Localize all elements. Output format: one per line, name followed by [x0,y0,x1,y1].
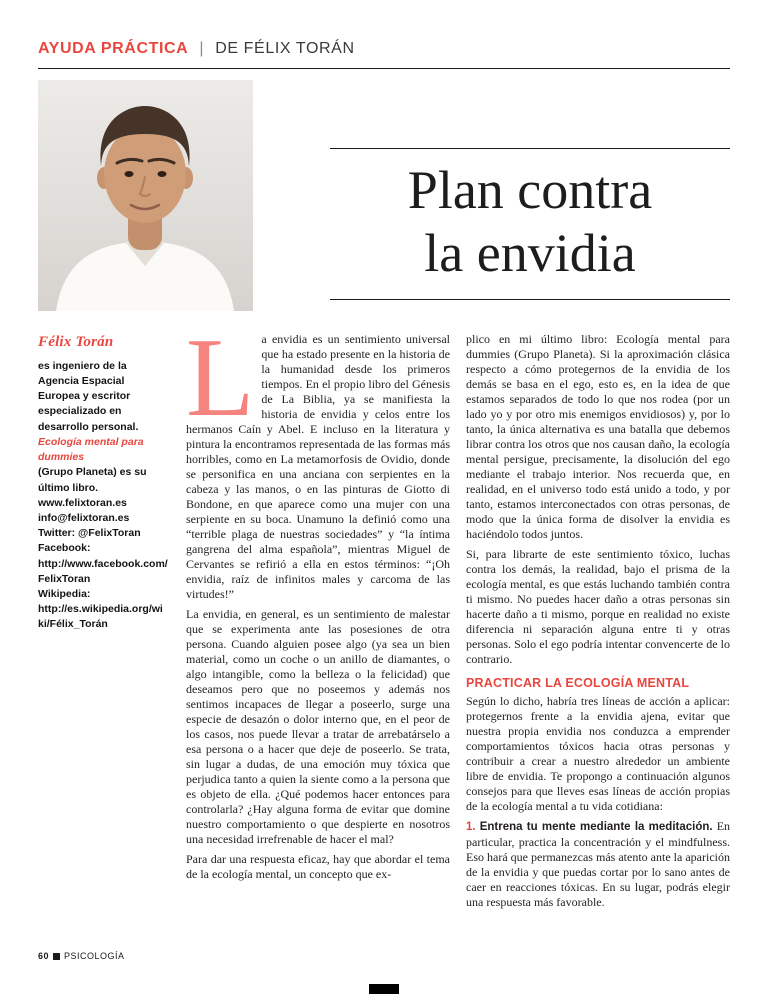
paragraph: Según lo dicho, habría tres líneas de acción a aplicar: protegernos frente a la envidia ajena, evitar que nuestra propia envidia nos conduzca a emprender comportamientos tóxicos hacia otras personas y contribuir a crear a nuestro alrededor un ambiente libre de envidia. Te propongo a continuación algunos consejos para que lleves esas líneas de acción propias de la ecología mental a tu vida cotidiana: [466,694,730,813]
author-email: info@felixtoran.es [38,511,130,524]
article-title [330,149,730,299]
print-registration-mark [369,984,399,994]
article-title-line1: Plan contra [407,160,653,220]
article-column-1 [186,316,450,915]
paragraph: La envidia, en general, es un sentimiento de malestar que se experimenta ante las posesiones de otra persona. Cuando alguien posee algo (ya sea un bien material, como un coche o un anillo de diamantes, o algo intangible, como la belleza o la felicidad) que deseamos pero que no poseemos y además nos sentimos incapaces de llegar a poseerlo, surge una especie de desazón o dolor interno que, en el peor de los casos, nos puede llevar a tratar de arrebatárselo a esa persona o a hacer que deje de poseerlo. Se trata, sin lugar a dudas, de una emoción muy tóxica que perjudica tanto a quien la siente como a la persona que es objeto de ella. ¿Qué podemos hacer entonces para controlarla? ¿Hay alguna forma de evitar que domine nuestro comportamiento o que despierte en nosotros una necesidad irrefrenable de hacer el mal? [186,607,450,846]
section-kicker [38,40,355,58]
tip-item [466,819,730,910]
tip-number: 1. [466,821,476,833]
author-sidebar [38,332,168,633]
title-block [330,148,730,300]
paragraph: Para dar una respuesta eficaz, hay que abordar el tema de la ecología mental, un concepto que ex- [186,852,450,881]
paragraph-text: a envidia es un sentimiento universal que ha estado presente en la historia de la humanidad desde los primeros tiempos. En el propio libro del Génesis de La Biblia, ya se manifiesta la historia de envidia y celos entre los hermanos Caín y Abel. E incluso en la literatura y pintura la encontramos representada de las formas más horribles, como en La metamorfosis de Ovidio, donde se personifica en una anciana con serpientes en la cabeza y las manos, o en las pinturas de Giotto di Bondone, en que aparece como una mujer con una serpiente en su boca. Unamuno la definió como una “terrible plaga de nuestras sociedades” y “la íntima gangrena del alma española”, mientras Miguel de Cervantes se refirió a ella en estos términos: “¡Oh envidia, raíz de infinitos males y carcoma de las virtudes!” [186,332,450,601]
paragraph: Si, para librarte de este sentimiento tóxico, luchas contra los demás, la realidad, bajo el prisma de la ecología mental, es que estás luchando también contra ti mismo. No puedes hacer daño a otras personas sin hacerte daño a ti mismo, porque en realidad no existe diferencia ni separación alguna entre ti y otras personas. Solo el ego podría intentar convencerte de lo contrario. [466,547,730,666]
article-column-2 [466,332,730,915]
article-body [186,316,731,915]
author-facebook: Facebook: http://www.facebook.com/FelixToran [38,542,168,585]
kicker-separator: | [199,40,205,57]
article-title-line2: la envidia [424,223,636,284]
page-number: 60 [38,951,50,961]
book-title: Ecología mental para dummies [38,435,144,464]
byline: DE FÉLIX TORÁN [215,40,355,57]
tip-text: En particular, practica la concentración y el mindfulness. Eso hará que permanezcas más atento ante la aparición de la envidia y que puedas cortar por lo sano antes de caer en reacciones tóxicas. En su lugar, podrás elegir una respuesta más favorable. [466,819,731,909]
author-name: Félix Torán [38,334,114,350]
tip-lead: Entrena tu mente mediante la meditación. [479,821,713,833]
title-rule-bottom [330,299,730,300]
book-info: (Grupo Planeta) es su último libro. [38,466,147,494]
paragraph [186,316,450,602]
magazine-name: PSICOLOGÍA [64,951,125,961]
page-footer [38,951,125,961]
author-website: www.felixtoran.es [38,496,127,509]
dropcap-letter: L [186,316,255,440]
author-bio: es ingeniero de la Agencia Espacial Europea y escritor especializado en desarrollo personal. [38,359,139,433]
author-twitter: Twitter: @FelixToran [38,527,141,540]
paragraph: plico en mi último libro: Ecología mental para dummies (Grupo Planeta). Si la aproximación clásica respecto a cómo protegernos de la envidia de los demás se basa en el ego, esto es, en la idea de que estamos separados de todo lo que nos rodea (por un lado yo y por otro mis enemigos envidiosos) y, por lo tanto, la única alternativa es una batalla que debemos librar contra los otros que nos causan daño, la ecología mental persigue, precisamente, la disolución del ego mediante el trabajo interior. Nos recuerda que, en realidad, en el universo todo está unido a todo, y por tanto, estamos interconectados con otras personas, de modo que la única forma de disolver la envidia es haciéndolo todos juntos. [466,332,730,541]
header-rule [38,68,730,69]
section-subhead: PRACTICAR LA ECOLOGÍA MENTAL [466,676,690,690]
footer-square-icon [53,953,60,960]
section-title: AYUDA PRÁCTICA [38,40,189,57]
author-wikipedia: Wikipedia: http://es.wikipedia.org/wiki/Félix_Torán [38,588,163,631]
author-photo [38,80,253,311]
author-portrait-illustration [38,80,253,311]
